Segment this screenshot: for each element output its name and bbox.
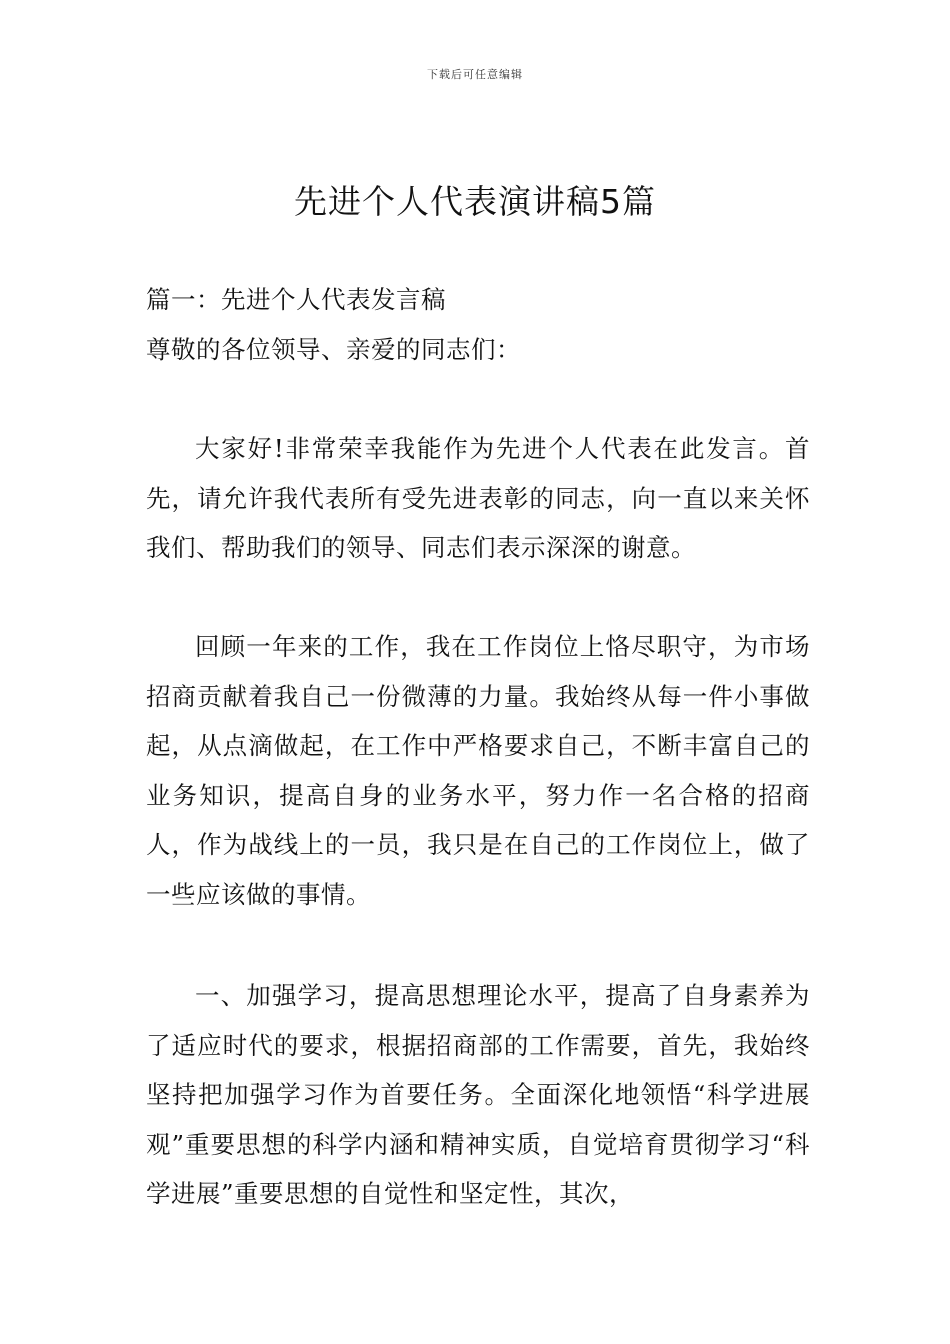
intro-block [146,275,810,374]
salutation: 尊敬的各位领导、亲爱的同志们： [146,334,521,364]
header-note: 下载后可任意编辑 [427,68,523,81]
section-heading: 篇一：先进个人代表发言稿 [146,285,446,314]
document-title: 先进个人代表演讲稿5篇 [294,182,656,221]
paragraph-1: 大家好!非常荣幸我能作为先进个人代表在此发言。首先，请允许我代表所有受先进表彰的同志，向一直以来关怀我们、帮助我们的领导、同志们表示深深的谢意。 [146,434,810,562]
paragraph-2: 回顾一年来的工作，我在工作岗位上恪尽职守，为市场招商贡献着我自己一份微薄的力量。我始终从每一件小事做起，从点滴做起，在工作中严格要求自己，不断丰富自己的业务知识，提高自身的业务水平，努力作一名合格的招商人，作为战线上的一员，我只是在自己的工作岗位上，做了一些应该做的事情。 [146,632,810,909]
paragraph-3: 一、加强学习，提高思想理论水平，提高了自身素养为了适应时代的要求，根据招商部的工作需要，首先，我始终坚持把加强学习作为首要任务。全面深化地领悟“科学进展观”重要思想的科学内涵和精神实质，自觉培育贯彻学习“科学进展”重要思想的自觉性和坚定性，其次， [146,981,810,1208]
